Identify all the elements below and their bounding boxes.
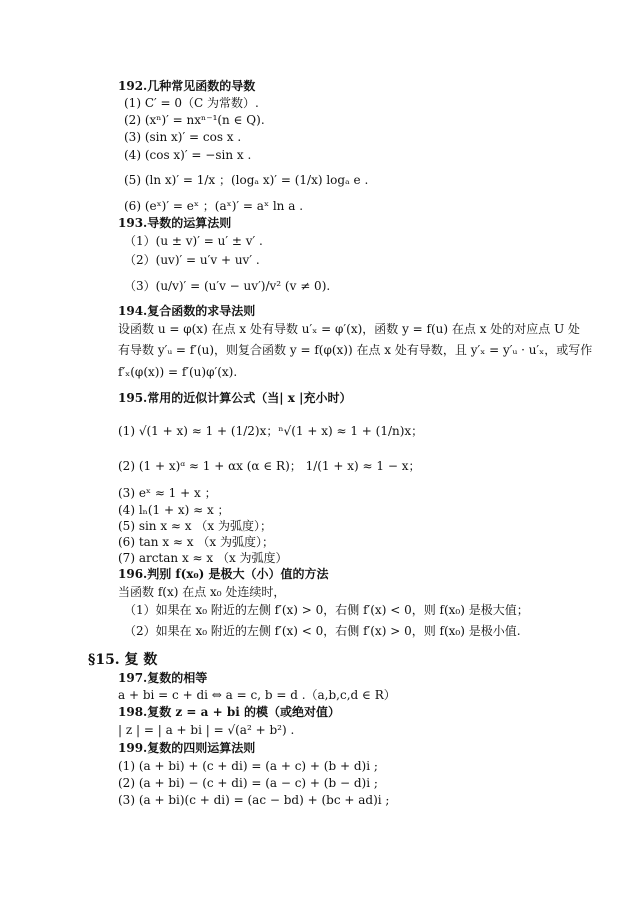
formula-line: (5) sin x ≈ x （x 为弧度）； xyxy=(118,519,272,533)
heading-197: 197.复数的相等 xyxy=(118,671,208,685)
text-line: f′ₓ(φ(x)) = f′(u)φ′(x). xyxy=(118,365,238,379)
formula-line: (1) C′ = 0（C 为常数）. xyxy=(124,96,259,110)
formula-line: (3) (sin x)′ = cos x . xyxy=(124,130,242,144)
formula-line: a + bi = c + di ⇔ a = c, b = d .（a,b,c,d ∈ R） xyxy=(118,688,396,702)
formula-line: (4) lₙ(1 + x) ≈ x ； xyxy=(118,503,230,517)
formula-line: (4) (cos x)′ = −sin x . xyxy=(124,148,252,162)
formula-line: (1) √(1 + x) ≈ 1 + (1/2)x；ⁿ√(1 + x) ≈ 1 + (1/n)x； xyxy=(118,424,424,438)
heading-199: 199.复数的四则运算法则 xyxy=(118,741,256,755)
heading-196: 196.判别 f(x₀) 是极大（小）值的方法 xyxy=(118,567,329,581)
text-line: 设函数 u = φ(x) 在点 x 处有导数 u′ₓ = φ′(x)，函数 y = f(u) 在点 x 处的对应点 U 处 xyxy=(118,322,581,336)
heading-198: 198.复数 z = a + bi 的模（或绝对值） xyxy=(118,705,340,719)
formula-line: (1) (a + bi) + (c + di) = (a + c) + (b + d)i ; xyxy=(118,759,378,773)
formula-line: （3）(u/v)′ = (u′v − uv′)/v² (v ≠ 0). xyxy=(124,279,331,293)
text-line: （2）如果在 x₀ 附近的左侧 f′(x) < 0，右侧 f′(x) > 0，则 f(x₀) 是极小值. xyxy=(124,624,521,638)
formula-line: (2) (a + bi) − (c + di) = (a − c) + (b − d)i ; xyxy=(118,776,378,790)
formula-line: （1）(u ± v)′ = u′ ± v′ . xyxy=(124,234,263,248)
formula-line: (7) arctan x ≈ x （x 为弧度） xyxy=(118,551,288,565)
formula-line: (6) tan x ≈ x （x 为弧度）； xyxy=(118,535,274,549)
formula-line: | z | = | a + bi | = √(a² + b²) . xyxy=(118,723,295,737)
heading-194: 194.复合函数的求导法则 xyxy=(118,304,256,318)
formula-line: (5) (ln x)′ = 1/x ；(logₐ x)′ = (1/x) logₐ e . xyxy=(124,173,369,187)
text-line: 当函数 f(x) 在点 x₀ 处连续时， xyxy=(118,585,286,599)
heading-192: 192.几种常见函数的导数 xyxy=(118,79,256,93)
formula-line: (2) (1 + x)ᵅ ≈ 1 + αx (α ∈ R)； 1/(1 + x) ≈ 1 − x； xyxy=(118,459,421,473)
formula-line: (6) (eˣ)′ = eˣ ；(aˣ)′ = aˣ ln a . xyxy=(124,199,304,213)
text-line: 有导数 y′ᵤ = f′(u)，则复合函数 y = f(φ(x)) 在点 x 处有导数，且 y′ₓ = y′ᵤ · u′ₓ，或写作 xyxy=(118,343,593,357)
section-title: §15. 复 数 xyxy=(88,652,158,668)
formula-line: (2) (xⁿ)′ = nxⁿ⁻¹(n ∈ Q). xyxy=(124,113,265,127)
heading-193: 193.导数的运算法则 xyxy=(118,216,232,230)
formula-line: （2）(uv)′ = u′v + uv′ . xyxy=(124,253,260,267)
heading-195: 195.常用的近似计算公式（当| x |充小时） xyxy=(118,391,352,405)
formula-line: (3) (a + bi)(c + di) = (ac − bd) + (bc + ad)i ; xyxy=(118,793,390,807)
text-line: （1）如果在 x₀ 附近的左侧 f′(x) > 0，右侧 f′(x) < 0，则 f(x₀) 是极大值； xyxy=(124,603,529,617)
formula-line: (3) eˣ ≈ 1 + x ； xyxy=(118,486,217,500)
